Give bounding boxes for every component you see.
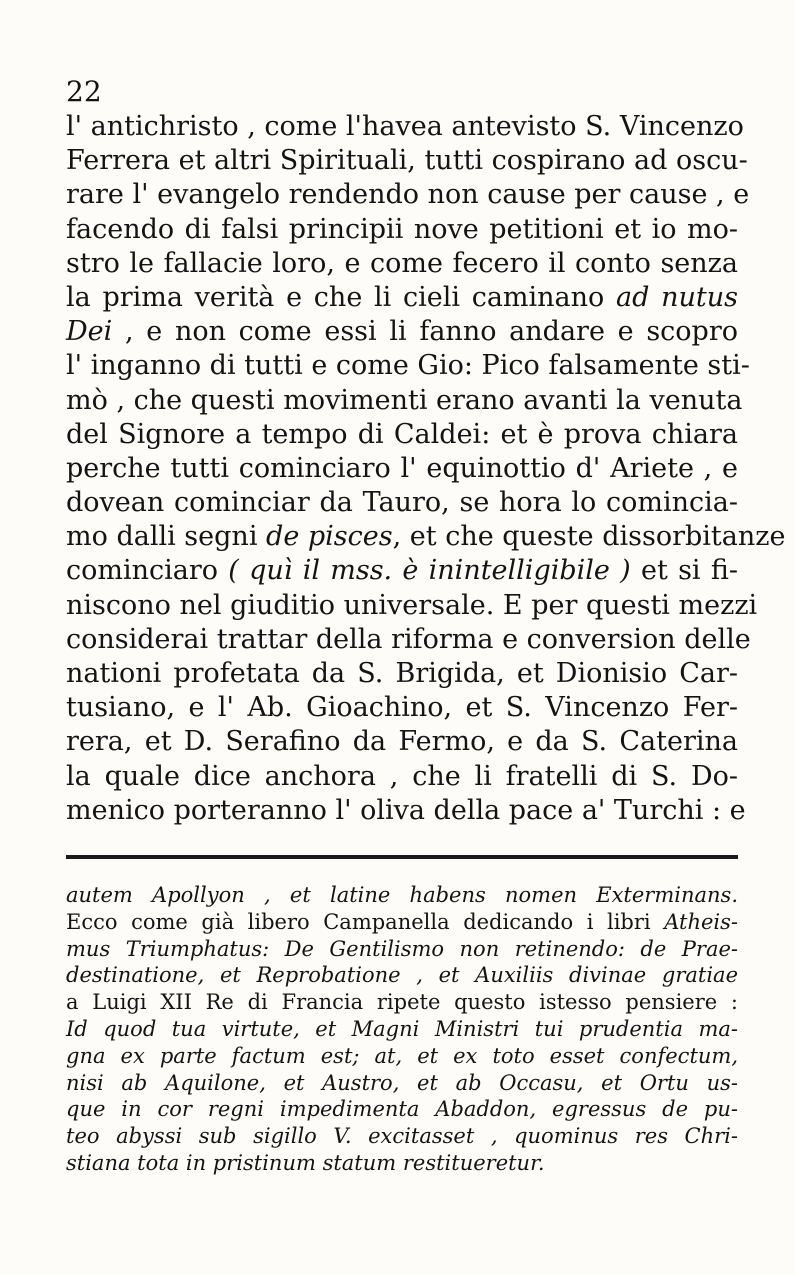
text-line [66,520,786,554]
text-run: Ferrera et altri Spirituali, tutti cospirano ad oscu- [66,145,748,177]
italic-text-run: mus Triumphatus: De Gentilismo non retinendo: de Prae- [66,936,738,961]
text-run: menico porteranno l' oliva della pace a' Turchi : e [66,794,746,826]
footnote-block [66,882,738,1177]
text-line [66,349,750,383]
text-line [66,178,750,212]
text-run: rera, et D. Serafino da Fermo, e da S. Caterina [66,726,738,758]
text-run: dovean cominciar da Tauro, se hora lo comincia- [66,487,738,519]
footnote-line [66,1070,738,1097]
text-line [66,144,748,178]
main-text-block [66,110,786,828]
text-run: considerai trattar della riforma e conversion delle [66,623,751,655]
italic-text-run: Dei [66,316,113,348]
text-run: , et che queste dissorbitanze [392,521,786,553]
footnote-line [66,1096,738,1123]
text-line [66,691,738,725]
footnote-line [66,1043,738,1070]
footnote-line [66,909,738,936]
italic-text-run: nisi ab Aquilone, et Austro, et ab Occasu, et Ortu us- [66,1070,738,1095]
italic-text-run: autem Apollyon , et latine habens nomen Exterminans. [66,883,738,907]
text-line [66,452,738,486]
text-run: et si fi- [630,555,738,587]
footnote-line [66,1123,738,1150]
page-number: 22 [66,75,102,108]
text-run: niscono nel giuditio universale. E per questi mezzi [66,589,758,621]
text-run: a Luigi XII Re di Francia ripete questo istesso pensiere : [66,990,738,1015]
text-run: rare l' evangelo rendendo non cause per cause , e [66,179,750,211]
footnote-line [66,962,738,989]
footnote-line [66,1016,738,1043]
text-run: perche tutti cominciaro l' equinottio d' Ariete , e [66,452,738,484]
italic-text-run: stiana tota in pristinum statum restitueretur. [66,1150,545,1175]
text-run: mò , che questi movimenti erano avanti la venuta [66,384,743,416]
italic-text-run: Id quod tua virtute, et Magni Ministri tui prudentia ma- [66,1016,738,1041]
text-line [66,589,758,623]
text-run: l' inganno di tutti e come Gio: Pico falsamente sti- [66,350,750,382]
text-line [66,384,743,418]
text-run: la quale dice anchora , che li fratelli di S. Do- [66,760,738,792]
italic-text-run: de pisces [266,521,393,553]
text-run: stro le fallacie loro, e come fecero il conto senza [66,247,738,279]
text-line [66,554,738,588]
italic-text-run: teo abyssi sub sigillo V. excitasset , quominus res Chri- [66,1124,738,1149]
text-line [66,725,738,759]
text-line [66,315,738,349]
text-line [66,760,738,794]
text-line [66,418,738,452]
text-run: mo dalli segni [66,521,267,553]
text-run: , e non come essi li fanno andare e scopro [112,316,738,348]
text-line [66,657,738,691]
text-line [66,486,738,520]
text-run: nationi profetata da S. Brigida, et Dionisio Car- [66,658,738,689]
text-line [66,794,746,828]
footnote-line [66,989,738,1016]
text-run: la prima verità e che li cieli caminano [66,281,617,313]
footnote-line [66,1150,738,1177]
text-line [66,213,738,247]
italic-text-run: ad nutus [616,281,738,313]
italic-text-run: Atheis- [664,909,738,934]
italic-text-run: destinatione, et Reprobatione , et Auxiliis divinae gratiae [66,963,738,988]
italic-text-run: ( quì il mss. è inintelligibile ) [228,555,631,587]
footnote-separator-rule [66,855,738,859]
italic-text-run: gna ex parte factum est; at, et ex toto esset confectum, [66,1043,738,1068]
text-line [66,247,738,281]
footnote-line [66,882,738,909]
text-run: cominciaro [66,555,229,587]
text-line [66,110,744,144]
text-run: del Signore a tempo di Caldei: et è prova chiara [66,418,738,450]
text-line [66,623,751,657]
text-run: tusiano, e l' Ab. Gioachino, et S. Vincenzo Fer- [66,692,738,724]
text-run: l' antichristo , come l'havea antevisto S. Vincenzo [66,111,744,142]
text-line [66,281,738,315]
footnote-line [66,936,738,963]
text-run: facendo di falsi principii nove petitioni et io mo- [66,213,738,245]
italic-text-run: que in cor regni impedimenta Abaddon, egressus de pu- [66,1097,738,1122]
text-run: Ecco come già libero Campanella dedicando i libri [66,909,665,934]
